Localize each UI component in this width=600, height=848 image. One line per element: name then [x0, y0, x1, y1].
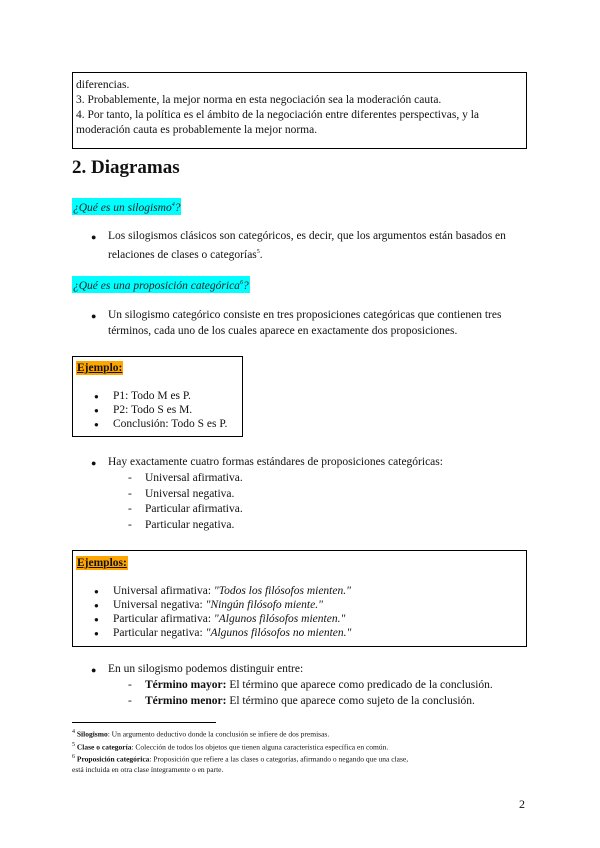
footnote-term: Silogismo: [76, 729, 108, 739]
bullet-icon: ●: [94, 601, 99, 610]
dash-marker: -: [128, 519, 132, 531]
form-particular-affirmative: Particular afirmativa.: [145, 503, 243, 515]
example-prefix: Particular negativa:: [113, 627, 206, 639]
example-quote: "Algunos filósofos mienten.": [213, 613, 346, 625]
question-syllogism: [72, 198, 181, 215]
footnote-4: [72, 727, 329, 740]
form-particular-negative: Particular negativa.: [145, 519, 235, 531]
example-quote: "Todos los filósofos mienten.": [213, 585, 351, 597]
footnote-number: 5: [72, 742, 75, 748]
syllogism-definition-line-2-end: .: [259, 248, 263, 261]
term-minor-definition: El término que aparece como sujeto de la conclusión.: [226, 695, 475, 707]
example-label: Ejemplo:: [77, 362, 123, 374]
syllogism-definition-line-1: Los silogismos clásicos son categóricos, es decir, que los argumentos están basados en: [108, 230, 506, 242]
example-prefix: Universal negativa:: [113, 599, 206, 611]
syllogism-definition-line-2: [108, 245, 263, 263]
bullet-icon: ●: [91, 458, 97, 468]
box-line-2: 3. Probablemente, la mejor norma en esta negociación sea la moderación cauta.: [76, 94, 442, 106]
example-quote: "Algunos filósofos no mienten.": [205, 627, 352, 639]
bullet-icon: ●: [94, 406, 99, 415]
bullet-icon: ●: [94, 629, 99, 638]
dash-marker: -: [128, 472, 132, 484]
footnote-ref-6: 6: [239, 280, 243, 286]
footnote-number: 6: [72, 754, 75, 760]
footnote-text: : Un argumento deductivo donde la conclusión se infiere de dos premisas.: [107, 729, 330, 739]
box-line-3: 4. Por tanto, la política es el ámbito de la negociación entre diferentes perspectivas, y la: [76, 109, 479, 121]
bullet-icon: ●: [91, 665, 97, 675]
example-prefix: Universal afirmativa:: [113, 585, 214, 597]
question-categorical-text: ¿Qué es una proposición categórica: [73, 279, 240, 292]
box-line-4: moderación cauta es probablemente la mejor norma.: [76, 124, 318, 136]
question-syllogism-end: ?: [174, 201, 181, 214]
bullet-icon: ●: [94, 615, 99, 624]
example-premise-2: P2: Todo S es M.: [113, 404, 193, 416]
example-universal-negative: [113, 598, 323, 613]
bullet-icon: ●: [91, 232, 97, 242]
categorical-syllogism-line-2: términos, cada uno de los cuales aparece en exactamente dos proposiciones.: [108, 325, 458, 337]
example-prefix: Particular afirmativa:: [113, 613, 214, 625]
examples-label: Ejemplos:: [77, 557, 127, 569]
example-universal-affirmative: [113, 584, 351, 599]
footnote-ref-4: 4: [171, 202, 175, 208]
bullet-icon: ●: [91, 311, 97, 321]
footnote-text: : Colección de todos los objetos que tienen alguna característica específica en común.: [131, 742, 389, 752]
dash-marker: -: [128, 488, 132, 500]
example-conclusion: Conclusión: Todo S es P.: [113, 418, 228, 430]
footnote-ref-5: 5: [256, 249, 260, 255]
question-categorical-end: ?: [242, 279, 249, 292]
footnote-6-continuation: está incluida en otra clase íntegramente o en parte.: [72, 765, 224, 774]
categorical-syllogism-line-1: Un silogismo categórico consiste en tres proposiciones categóricas que contienen tres: [108, 309, 502, 321]
dash-marker: -: [128, 679, 132, 691]
bullet-icon: ●: [94, 392, 99, 401]
question-syllogism-text: ¿Qué es un silogismo: [73, 201, 172, 214]
terms-intro: En un silogismo podemos distinguir entre:: [108, 663, 304, 675]
dash-marker: -: [128, 503, 132, 515]
footnote-divider: [72, 722, 216, 723]
page-number: 2: [519, 797, 525, 811]
term-minor: [145, 694, 475, 709]
term-minor-label: Término menor:: [145, 695, 227, 707]
form-universal-negative: Universal negativa.: [145, 488, 235, 500]
question-categorical-proposition: [72, 276, 250, 293]
footnote-6: [72, 752, 408, 765]
box-line-1: diferencias.: [76, 79, 130, 91]
term-major-definition: El término que aparece como predicado de la conclusión.: [226, 679, 493, 691]
example-particular-affirmative: [113, 612, 345, 627]
footnote-term: Clase o categoría: [76, 742, 132, 752]
footnote-5: [72, 740, 388, 753]
footnote-text: : Proposición que refiere a las clases o categorías, afirmando o negando que una clase,: [149, 754, 409, 764]
standard-forms-intro: Hay exactamente cuatro formas estándares de proposiciones categóricas:: [108, 456, 443, 468]
syllogism-definition-line-2-text: relaciones de clases o categorías: [108, 248, 257, 261]
bullet-icon: ●: [94, 420, 99, 429]
example-particular-negative: [113, 626, 351, 641]
dash-marker: -: [128, 695, 132, 707]
form-universal-affirmative: Universal afirmativa.: [145, 472, 243, 484]
term-major: [145, 678, 493, 693]
example-premise-1: P1: Todo M es P.: [113, 390, 191, 402]
term-major-label: Término mayor:: [145, 679, 227, 691]
footnote-term: Proposición categórica: [76, 754, 150, 764]
section-title: 2. Diagramas: [72, 157, 180, 178]
example-quote: "Ningún filósofo miente.": [205, 599, 323, 611]
bullet-icon: ●: [94, 587, 99, 596]
footnote-number: 4: [72, 729, 75, 735]
